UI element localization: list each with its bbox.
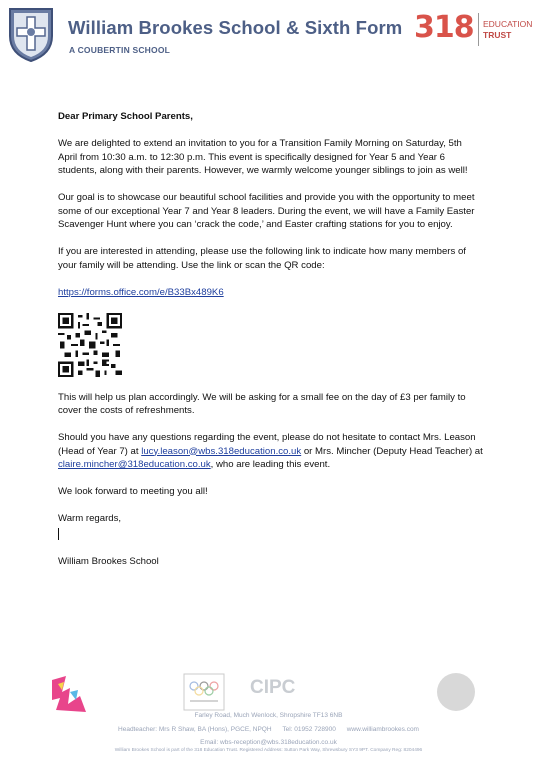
footer-address: Farley Road, Much Wenlock, Shropshire TF13 6NB <box>194 712 343 719</box>
contact-text-a: Should you have any questions regarding the event, please do not hesitate to contact Mrs. Leason (Head of Year 7) at <box>58 432 476 457</box>
school-crest-icon <box>8 6 54 62</box>
paragraph-attendance: If you are interested in attending, please use the following link to indicate how many members of your family will be attending. Use the link or scan the QR code: <box>58 246 466 271</box>
olympic-committee-logo <box>182 672 226 712</box>
qr-code-image <box>58 313 122 377</box>
trust-logo-line1: EDUCATION <box>483 19 533 29</box>
school-subtitle: A COUBERTIN SCHOOL <box>69 45 171 55</box>
greeting: Dear Primary School Parents, <box>58 111 193 122</box>
school-name: William Brookes School & Sixth Form <box>68 17 403 38</box>
paragraph-fee: This will help us plan accordingly. We will be asking for a small fee on the day of £3 per family to cover the costs of refreshments. <box>58 391 466 416</box>
paragraph-goal: Our goal is to showcase our beautiful school facilities and provide you with the opportunity to meet some of our exceptional Year 7 and Year 8 leaders. During the event, we will have a Family Easter Scavenger Hunt where you can ‘crack the code,’ and Easter crafting stations for you to enjoy. <box>58 192 475 230</box>
contact-text-b: or Mrs. Mincher (Deputy Head Teacher) at <box>301 445 483 457</box>
letter-body <box>58 110 483 582</box>
footer-legal: William Brookes School is part of the 318 Education Trust. Registered Address: Sutton Park Way, Shrewsbury SY3 9PT. Company Reg: 8204496 <box>114 748 423 753</box>
letterhead <box>0 0 537 66</box>
text-cursor <box>58 528 59 540</box>
footer-tel: Tel: 01952 728900 <box>282 726 336 733</box>
form-link-paragraph <box>58 286 483 300</box>
contact-text-c: , who are leading this event. <box>210 459 331 470</box>
signature: William Brookes School <box>58 555 159 567</box>
paragraph-contact <box>58 431 483 472</box>
email-link-leason[interactable]: lucy.leason@wbs.318education.co.uk <box>141 445 302 457</box>
footer-website: www.williambrookes.com <box>346 726 419 733</box>
paragraph-closing-remark: We look forward to meeting you all! <box>58 486 208 497</box>
trust-logo-divider <box>478 13 479 46</box>
footer-email: Email: wbs-reception@wbs.318education.co.uk <box>200 739 337 746</box>
footer-headteacher: Headteacher: Mrs R Shaw, BA (Hons), PGCE, NPQH <box>118 726 272 733</box>
platinum-award-logo <box>437 673 475 711</box>
closing: Warm regards, <box>58 513 122 524</box>
email-link-mincher[interactable]: claire.mincher@318education.co.uk <box>58 459 211 470</box>
london-2012-logo <box>50 674 88 714</box>
trust-logo-line2: TRUST <box>483 30 512 40</box>
footer-contact-line <box>0 726 537 733</box>
trust-logo-number: 318 <box>414 10 474 45</box>
cipc-logo: CIPC <box>250 677 296 698</box>
form-link[interactable]: https://forms.office.com/e/B33Bx489K6 <box>58 286 224 298</box>
paragraph-invitation: We are delighted to extend an invitation to you for a Transition Family Morning on Saturday, 5th April from 10:30 a.m. to 12:30 p.m. This event is specifically designed for Year 5 and Year 6 students, along with their parents. However, we warmly welcome younger siblings to join as well! <box>58 138 468 176</box>
footer <box>0 668 537 767</box>
